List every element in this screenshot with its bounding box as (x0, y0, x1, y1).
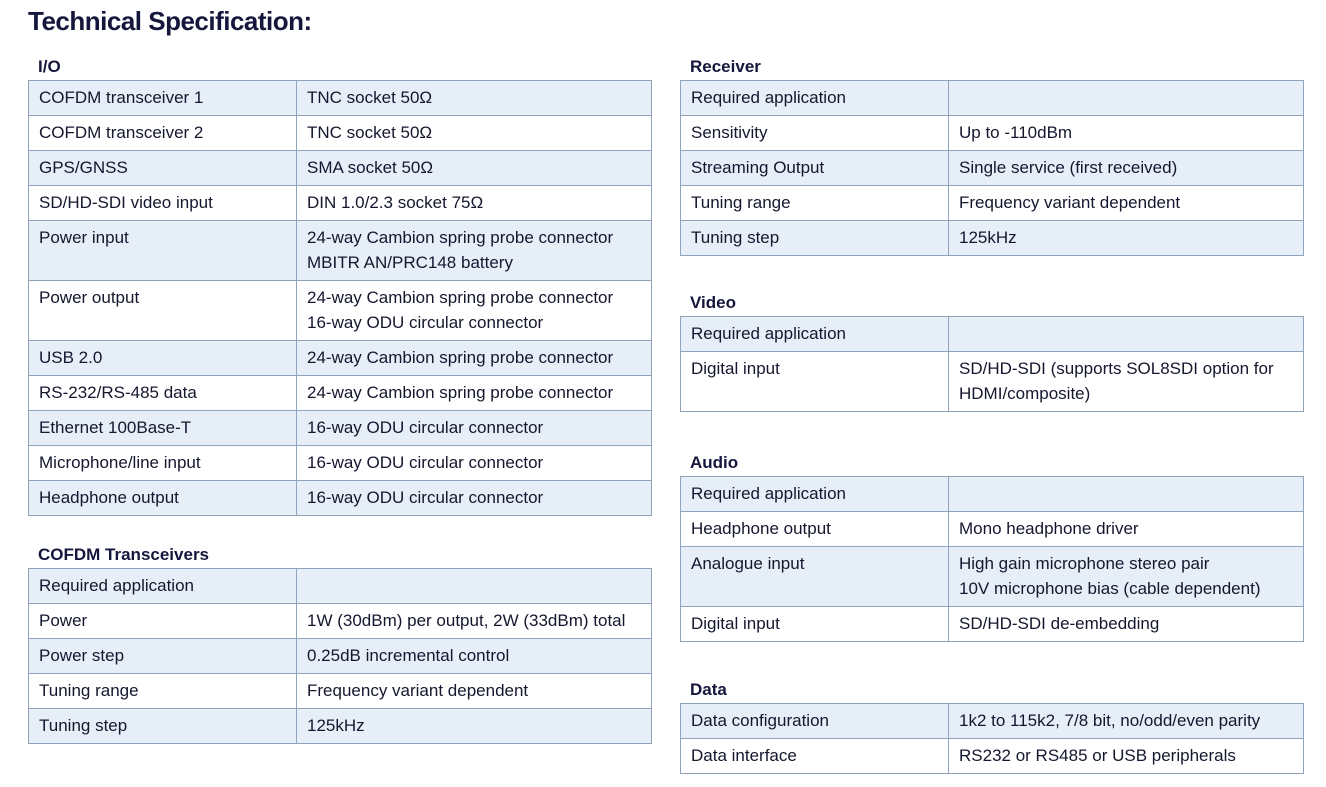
spec-value-line: HDMI/composite) (959, 384, 1091, 403)
spec-value (297, 376, 652, 411)
cofdm-spec-table (28, 568, 652, 744)
spec-value (949, 151, 1304, 186)
page-title: Technical Specification: (28, 6, 312, 36)
table-row (29, 81, 652, 116)
spec-value-line: DIN 1.0/2.3 socket 75Ω (307, 193, 484, 212)
spec-value (297, 341, 652, 376)
spec-label: Digital input (681, 607, 949, 642)
spec-value (949, 704, 1304, 739)
spec-label: Data configuration (681, 704, 949, 739)
table-row (29, 341, 652, 376)
io-spec-table (28, 80, 652, 516)
spec-value (949, 116, 1304, 151)
spec-value (949, 547, 1304, 607)
table-row (29, 569, 652, 604)
io-section (28, 56, 652, 516)
spec-label: SD/HD-SDI video input (29, 186, 297, 221)
spec-label: Power output (29, 281, 297, 341)
spec-label: Power input (29, 221, 297, 281)
table-row (681, 477, 1304, 512)
table-row (681, 221, 1304, 256)
spec-value (949, 352, 1304, 412)
spec-value-line: SMA socket 50Ω (307, 158, 434, 177)
table-row (29, 411, 652, 446)
table-row (681, 547, 1304, 607)
spec-value-line: Mono headphone driver (959, 519, 1139, 538)
table-row (681, 317, 1304, 352)
spec-value-line: 16-way ODU circular connector (307, 488, 544, 507)
spec-value (297, 186, 652, 221)
spec-value-line: 24-way Cambion spring probe connector (307, 288, 614, 307)
table-row (29, 151, 652, 186)
spec-value (949, 607, 1304, 642)
spec-value-line: TNC socket 50Ω (307, 88, 433, 107)
table-row (29, 674, 652, 709)
spec-value-line: High gain microphone stereo pair (959, 554, 1210, 573)
spec-value-line: RS232 or RS485 or USB peripherals (959, 746, 1236, 765)
spec-value (949, 739, 1304, 774)
spec-label: Tuning step (29, 709, 297, 744)
spec-value-line: SD/HD-SDI de-embedding (959, 614, 1160, 633)
data-spec-table (680, 703, 1304, 774)
cofdm-section-title: COFDM Transceivers (38, 545, 210, 564)
spec-label: GPS/GNSS (29, 151, 297, 186)
spec-value-line: 125kHz (959, 228, 1017, 247)
spec-label: Digital input (681, 352, 949, 412)
spec-value-line: 1W (30dBm) per output, 2W (33dBm) total (307, 611, 626, 630)
spec-value-line: MBITR AN/PRC148 battery (307, 253, 513, 272)
spec-value (297, 604, 652, 639)
spec-value-line: 24-way Cambion spring probe connector (307, 228, 614, 247)
spec-value (297, 116, 652, 151)
spec-value-line: 0.25dB incremental control (307, 646, 510, 665)
spec-label: Headphone output (681, 512, 949, 547)
spec-label: Power step (29, 639, 297, 674)
spec-label: Required application (681, 477, 949, 512)
spec-label: Required application (681, 81, 949, 116)
spec-value-line: 24-way Cambion spring probe connector (307, 383, 614, 402)
spec-value (297, 569, 652, 604)
table-row (681, 81, 1304, 116)
spec-label: Tuning range (29, 674, 297, 709)
video-section (680, 292, 1304, 412)
table-row (29, 221, 652, 281)
cofdm-transceivers-section (28, 544, 652, 744)
spec-value-line: Up to -110dBm (959, 123, 1073, 142)
video-spec-table (680, 316, 1304, 412)
spec-value-line: Frequency variant dependent (307, 681, 529, 700)
table-row (29, 604, 652, 639)
spec-value (297, 481, 652, 516)
spec-value (297, 281, 652, 341)
table-row (681, 186, 1304, 221)
table-row (29, 481, 652, 516)
table-row (681, 607, 1304, 642)
spec-label: Headphone output (29, 481, 297, 516)
spec-value (949, 477, 1304, 512)
spec-value-line (959, 85, 1293, 110)
table-row (681, 704, 1304, 739)
video-section-title: Video (690, 293, 736, 312)
spec-value (949, 221, 1304, 256)
spec-label: Data interface (681, 739, 949, 774)
spec-label: RS-232/RS-485 data (29, 376, 297, 411)
spec-value (297, 639, 652, 674)
spec-value (949, 186, 1304, 221)
table-row (29, 639, 652, 674)
table-row (29, 116, 652, 151)
spec-label: Tuning step (681, 221, 949, 256)
spec-value-line: TNC socket 50Ω (307, 123, 433, 142)
spec-value (949, 512, 1304, 547)
spec-value (297, 709, 652, 744)
spec-value-line (307, 573, 641, 598)
audio-section (680, 452, 1304, 642)
spec-label: Analogue input (681, 547, 949, 607)
table-row (29, 281, 652, 341)
spec-value (297, 81, 652, 116)
spec-value (297, 446, 652, 481)
spec-label: Streaming Output (681, 151, 949, 186)
spec-value-line: 10V microphone bias (cable dependent) (959, 579, 1261, 598)
spec-value-line (959, 321, 1293, 346)
spec-value-line: 16-way ODU circular connector (307, 453, 544, 472)
spec-label: Power (29, 604, 297, 639)
receiver-section (680, 56, 1304, 256)
receiver-section-title: Receiver (690, 57, 761, 76)
spec-label: Sensitivity (681, 116, 949, 151)
table-row (29, 376, 652, 411)
spec-value-line: 16-way ODU circular connector (307, 313, 544, 332)
spec-label: COFDM transceiver 2 (29, 116, 297, 151)
table-row (681, 739, 1304, 774)
spec-label: USB 2.0 (29, 341, 297, 376)
spec-value-line: SD/HD-SDI (supports SOL8SDI option for (959, 359, 1274, 378)
table-row (681, 512, 1304, 547)
spec-label: Microphone/line input (29, 446, 297, 481)
spec-value (297, 674, 652, 709)
audio-spec-table (680, 476, 1304, 642)
spec-value-line (959, 481, 1293, 506)
spec-value (297, 411, 652, 446)
spec-value (949, 81, 1304, 116)
spec-value-line: 1k2 to 115k2, 7/8 bit, no/odd/even parity (959, 711, 1261, 730)
spec-value (949, 317, 1304, 352)
spec-label: Ethernet 100Base-T (29, 411, 297, 446)
io-section-title: I/O (38, 57, 61, 76)
spec-value-line: 24-way Cambion spring probe connector (307, 348, 614, 367)
table-row (29, 709, 652, 744)
table-row (29, 446, 652, 481)
table-row (29, 186, 652, 221)
spec-value-line: 16-way ODU circular connector (307, 418, 544, 437)
table-row (681, 352, 1304, 412)
spec-value-line: Single service (first received) (959, 158, 1178, 177)
spec-value-line: Frequency variant dependent (959, 193, 1181, 212)
spec-value (297, 221, 652, 281)
table-row (681, 151, 1304, 186)
spec-label: Tuning range (681, 186, 949, 221)
spec-value-line: 125kHz (307, 716, 365, 735)
spec-label: COFDM transceiver 1 (29, 81, 297, 116)
spec-value (297, 151, 652, 186)
audio-section-title: Audio (690, 453, 739, 472)
data-section (680, 679, 1304, 774)
table-row (681, 116, 1304, 151)
data-section-title: Data (690, 680, 727, 699)
spec-label: Required application (29, 569, 297, 604)
spec-label: Required application (681, 317, 949, 352)
receiver-spec-table (680, 80, 1304, 256)
